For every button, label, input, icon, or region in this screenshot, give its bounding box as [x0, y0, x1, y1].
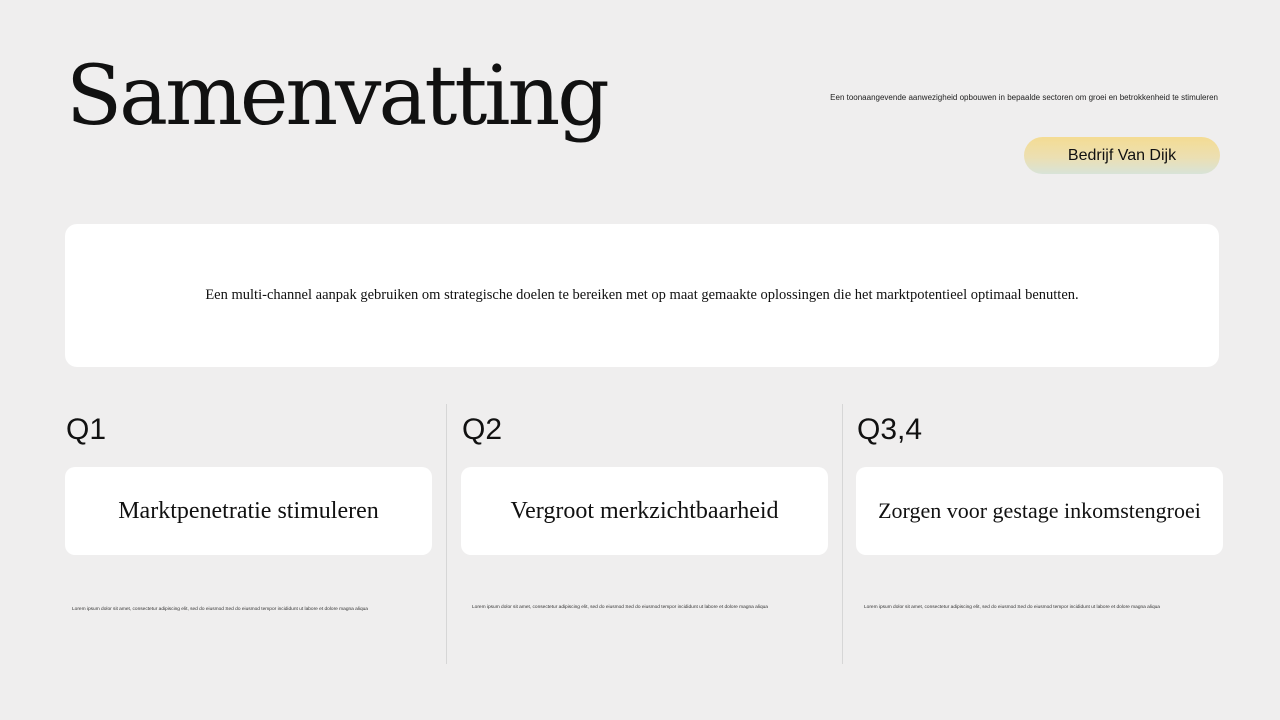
quarter-label-q34: Q3,4: [857, 413, 923, 446]
goal-text: Marktpenetratie stimuleren: [118, 497, 379, 524]
quarter-description: Lorem ipsum dolor sit amet, consectetur adipiscing elit, sed do eiusmod Sed do eiusmod tempor incididunt ut labore et dolore magna aliqua: [72, 607, 368, 612]
goal-text: Vergroot merkzichtbaarheid: [510, 497, 779, 524]
goal-card-q34: [856, 467, 1223, 555]
quarter-description: Lorem ipsum dolor sit amet, consectetur adipiscing elit, sed do eiusmod Sed do eiusmod tempor incididunt ut labore et dolore magna aliqua: [472, 605, 768, 610]
quarter-label-q1: Q1: [66, 413, 107, 446]
goal-card-q2: [461, 467, 828, 555]
column-divider: [842, 404, 843, 664]
summary-text: Een multi-channel aanpak gebruiken om strategische doelen te bereiken met op maat gemaakte oplossingen die het marktpotentieel optimaal benutten.: [205, 287, 1079, 303]
page-title: Samenvatting: [66, 49, 607, 144]
quarter-description: Lorem ipsum dolor sit amet, consectetur adipiscing elit, sed do eiusmod Sed do eiusmod tempor incididunt ut labore et dolore magna aliqua: [864, 605, 1160, 610]
goal-card-q1: [65, 467, 432, 555]
quarter-label-q2: Q2: [462, 413, 503, 446]
goal-text: Zorgen voor gestage inkomstengroei: [878, 498, 1201, 523]
column-divider: [446, 404, 447, 664]
tagline: Een toonaangevende aanwezigheid opbouwen in bepaalde sectoren om groei en betrokkenheid te stimuleren: [830, 93, 1218, 102]
company-badge: Bedrijf Van Dijk: [1024, 137, 1220, 174]
summary-card: [65, 224, 1219, 367]
